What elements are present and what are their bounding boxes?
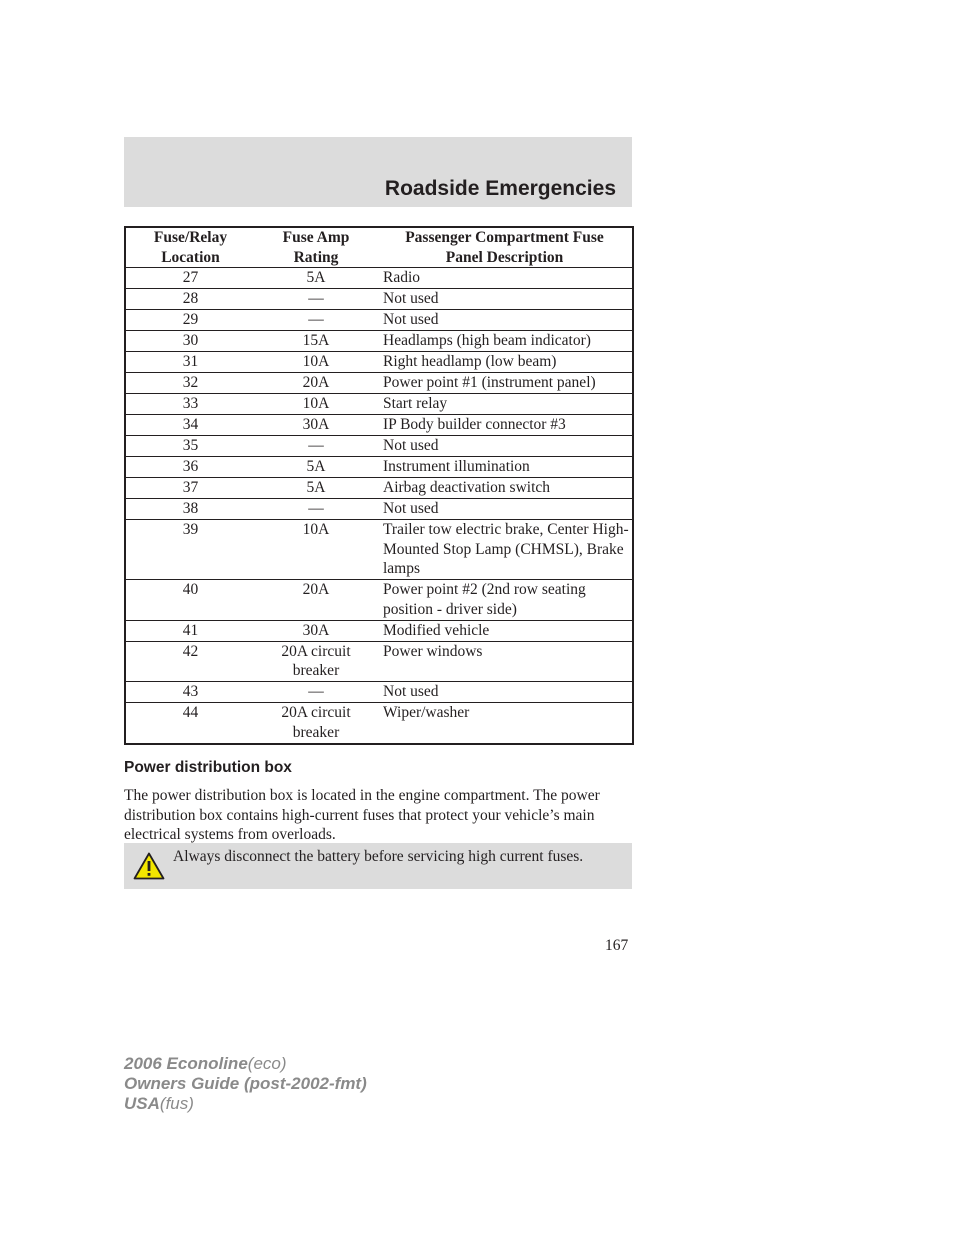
table-row bbox=[125, 331, 633, 352]
table-row bbox=[125, 394, 633, 415]
footer-model: 2006 Econoline bbox=[124, 1054, 248, 1073]
column-header-location bbox=[125, 227, 255, 268]
cell-rating: 5A bbox=[255, 268, 377, 289]
cell-description: Wiper/washer bbox=[377, 703, 633, 744]
cell-description: Airbag deactivation switch bbox=[377, 478, 633, 499]
column-header-text: Passenger Compartment Fuse bbox=[405, 229, 604, 246]
cell-rating: — bbox=[255, 436, 377, 457]
cell-location: 39 bbox=[125, 520, 255, 580]
cell-location: 32 bbox=[125, 373, 255, 394]
cell-rating: 10A bbox=[255, 394, 377, 415]
column-header-description bbox=[377, 227, 633, 268]
cell-rating: 5A bbox=[255, 478, 377, 499]
cell-location: 33 bbox=[125, 394, 255, 415]
section-heading: Power distribution box bbox=[124, 759, 292, 776]
cell-description: Power windows bbox=[377, 641, 633, 682]
cell-description: Modified vehicle bbox=[377, 620, 633, 641]
table-row bbox=[125, 352, 633, 373]
cell-description: Radio bbox=[377, 268, 633, 289]
cell-rating: — bbox=[255, 499, 377, 520]
cell-description: Trailer tow electric brake, Center High-Mounted Stop Lamp (CHMSL), Brake lamps bbox=[377, 520, 633, 580]
cell-description: Headlamps (high beam indicator) bbox=[377, 331, 633, 352]
cell-rating: 30A bbox=[255, 620, 377, 641]
cell-rating: 10A bbox=[255, 520, 377, 580]
column-header-text: Fuse/Relay bbox=[153, 229, 228, 246]
warning-text: Always disconnect the battery before servicing high current fuses. bbox=[173, 848, 584, 865]
cell-description: Not used bbox=[377, 436, 633, 457]
table-row bbox=[125, 415, 633, 436]
footer-line-model bbox=[124, 1054, 367, 1074]
table-row bbox=[125, 289, 633, 310]
cell-rating: 10A bbox=[255, 352, 377, 373]
table-row bbox=[125, 478, 633, 499]
cell-location: 43 bbox=[125, 682, 255, 703]
cell-rating: 20A circuit breaker bbox=[255, 703, 377, 744]
cell-location: 42 bbox=[125, 641, 255, 682]
table-row bbox=[125, 641, 633, 682]
table-row bbox=[125, 580, 633, 621]
cell-description: Power point #2 (2nd row seating position - driver side) bbox=[377, 580, 633, 621]
table-row bbox=[125, 682, 633, 703]
cell-description: Start relay bbox=[377, 394, 633, 415]
page-title: Roadside Emergencies bbox=[384, 177, 616, 200]
cell-description: Not used bbox=[377, 682, 633, 703]
cell-location: 35 bbox=[125, 436, 255, 457]
cell-location: 34 bbox=[125, 415, 255, 436]
fuse-table bbox=[124, 226, 634, 745]
cell-location: 31 bbox=[125, 352, 255, 373]
warning-box bbox=[124, 843, 632, 889]
cell-location: 27 bbox=[125, 268, 255, 289]
footer-market-code: (fus) bbox=[159, 1094, 194, 1113]
table-row bbox=[125, 499, 633, 520]
cell-rating: — bbox=[255, 289, 377, 310]
cell-rating: 5A bbox=[255, 457, 377, 478]
table-row bbox=[125, 310, 633, 331]
table-row bbox=[125, 620, 633, 641]
cell-location: 44 bbox=[125, 703, 255, 744]
cell-rating: — bbox=[255, 682, 377, 703]
page-number: 167 bbox=[605, 937, 629, 954]
warning-triangle-icon bbox=[133, 852, 165, 880]
cell-rating: 15A bbox=[255, 331, 377, 352]
cell-rating: 30A bbox=[255, 415, 377, 436]
cell-description: Instrument illumination bbox=[377, 457, 633, 478]
table-row bbox=[125, 373, 633, 394]
footer-line-market bbox=[124, 1094, 367, 1114]
cell-location: 38 bbox=[125, 499, 255, 520]
footer-market: USA bbox=[124, 1094, 160, 1113]
footer-guide: Owners Guide (post-2002-fmt) bbox=[124, 1074, 367, 1093]
cell-description: Power point #1 (instrument panel) bbox=[377, 373, 633, 394]
cell-rating: 20A circuit breaker bbox=[255, 641, 377, 682]
cell-description: Not used bbox=[377, 310, 633, 331]
footer bbox=[124, 1054, 367, 1114]
table-row bbox=[125, 457, 633, 478]
cell-location: 30 bbox=[125, 331, 255, 352]
cell-location: 28 bbox=[125, 289, 255, 310]
cell-location: 41 bbox=[125, 620, 255, 641]
table-header-row bbox=[125, 227, 633, 268]
cell-description: Not used bbox=[377, 499, 633, 520]
cell-rating: 20A bbox=[255, 373, 377, 394]
table-row bbox=[125, 703, 633, 744]
body-paragraph: The power distribution box is located in the engine compartment. The power distribution box contains high-current fuses that protect your vehicle’s main electrical systems from overloads. bbox=[124, 787, 600, 843]
footer-line-guide bbox=[124, 1074, 367, 1094]
cell-rating: — bbox=[255, 310, 377, 331]
cell-description: IP Body builder connector #3 bbox=[377, 415, 633, 436]
table-row bbox=[125, 520, 633, 580]
cell-location: 29 bbox=[125, 310, 255, 331]
cell-description: Right headlamp (low beam) bbox=[377, 352, 633, 373]
cell-rating: 20A bbox=[255, 580, 377, 621]
table-row bbox=[125, 268, 633, 289]
header-band bbox=[124, 137, 632, 207]
column-header-text: Fuse Amp bbox=[282, 229, 350, 246]
cell-description: Not used bbox=[377, 289, 633, 310]
cell-location: 40 bbox=[125, 580, 255, 621]
cell-location: 37 bbox=[125, 478, 255, 499]
footer-model-code: (eco) bbox=[247, 1054, 287, 1073]
column-header-rating bbox=[255, 227, 377, 268]
column-header-text: Rating bbox=[293, 248, 339, 266]
table-row bbox=[125, 436, 633, 457]
column-header-text: Panel Description bbox=[445, 248, 564, 266]
cell-location: 36 bbox=[125, 457, 255, 478]
column-header-text: Location bbox=[161, 248, 220, 266]
